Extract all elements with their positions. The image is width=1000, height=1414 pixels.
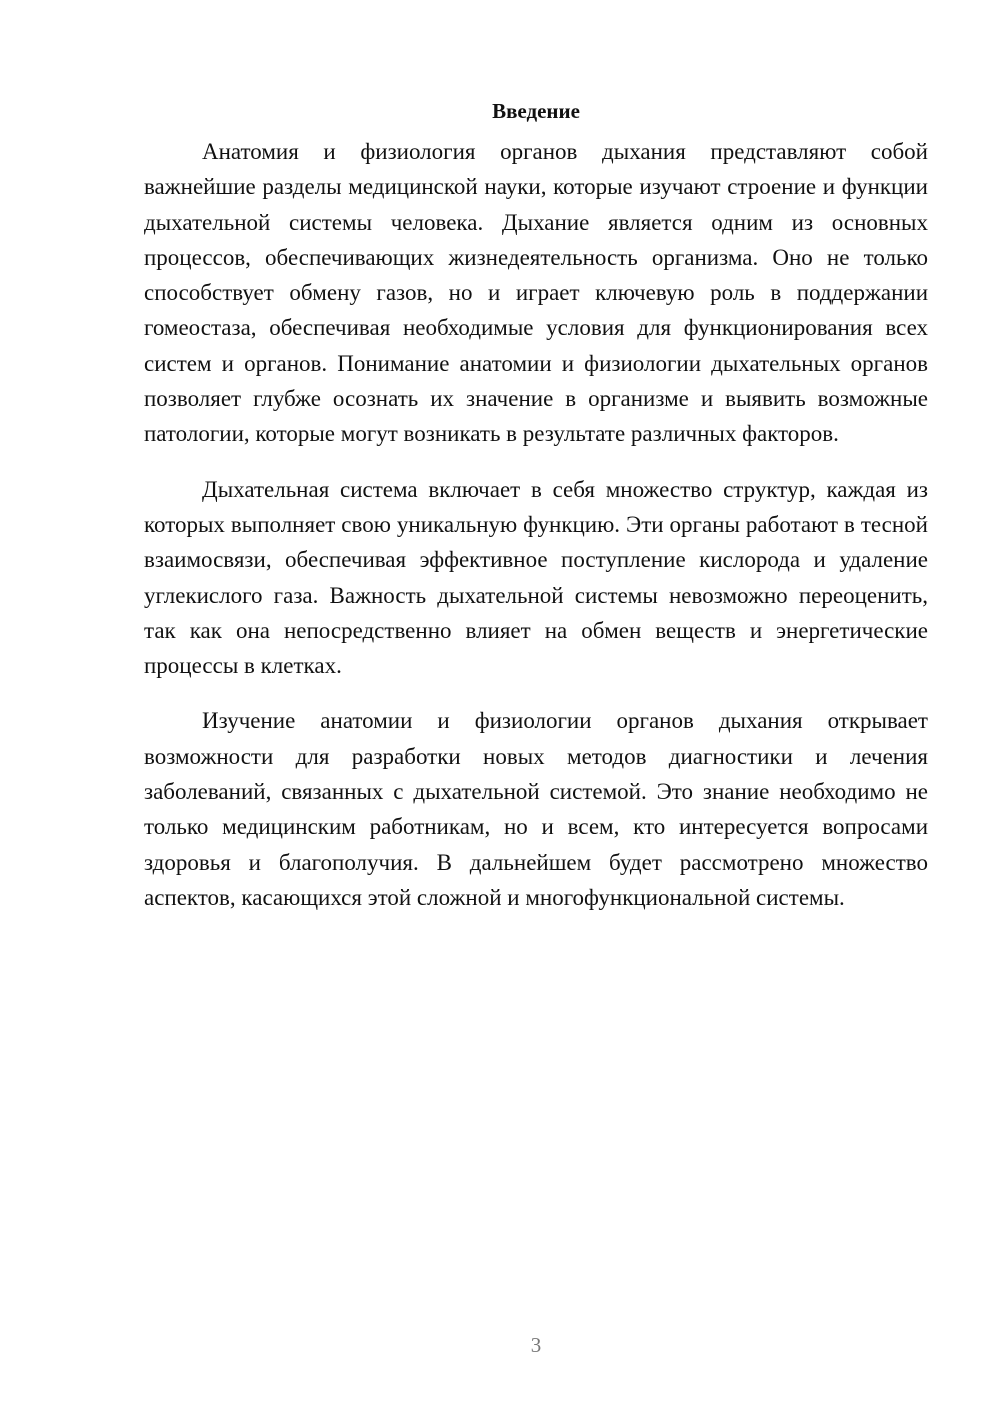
paragraph-intro: Анатомия и физиология органов дыхания представляют собой важнейшие разделы медицинской науки, которые изучают строение и функции дыхательной системы человека. Дыхание является одним из основных процессов, обеспечивающих жизнедеятельность организма. Оно не только способствует обмену газов, но и играет ключевую роль в поддержании гомеостаза, обеспечивая необходимые условия для функционирования всех систем и органов. Понимание анатомии и физиологии дыхательных органов позволяет глубже осознать их значение в организме и выявить возможные патологии, которые могут возникать в результате различных факторов.	[144, 139, 928, 447]
paragraph-structures: Дыхательная система включает в себя множество структур, каждая из которых выполняет свою уникальную функцию. Эти органы работают в тесной взаимосвязи, обеспечивая эффективное поступление кислорода и удаление углекислого газа. Важность дыхательной системы невозможно переоценить, так как она непосредственно влияет на обмен веществ и энергетические процессы в клетках.	[144, 476, 928, 679]
page-number: 3	[530, 1333, 542, 1357]
section-title: Введение	[492, 99, 580, 123]
page-content	[144, 96, 928, 915]
paragraph-study: Изучение анатомии и физиологии органов дыхания открывает возможности для разработки новых методов диагностики и лечения заболеваний, связанных с дыхательной системой. Это знание необходимо не только медицинским работникам, но и всем, кто интересуется вопросами здоровья и благополучия. В дальнейшем будет рассмотрено множество аспектов, касающихся этой сложной и многофункциональной системы.	[144, 708, 928, 910]
